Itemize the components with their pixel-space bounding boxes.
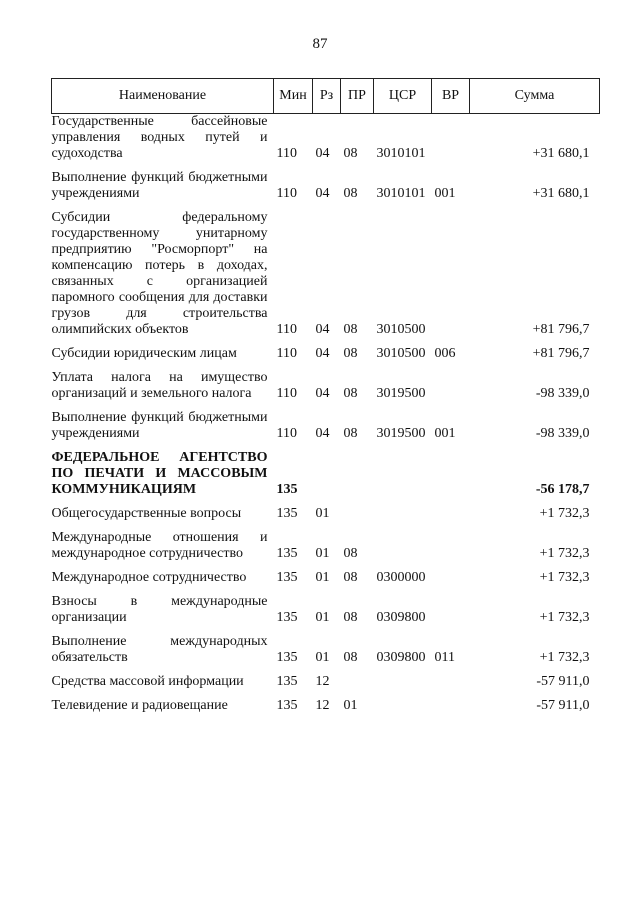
cell-min: 135 bbox=[276, 698, 298, 713]
cell-name: Субсидии юридическим лицам bbox=[51, 346, 237, 361]
cell-sum: +1 732,3 bbox=[539, 610, 590, 625]
table-row bbox=[52, 586, 600, 626]
cell-vr bbox=[432, 562, 470, 586]
cell-csr: 3019500 bbox=[376, 426, 426, 441]
cell-sum: +1 732,3 bbox=[539, 570, 590, 585]
cell-min: 135 bbox=[276, 674, 298, 689]
cell-pr: 08 bbox=[343, 386, 358, 401]
cell-name: Международное сотрудничество bbox=[51, 570, 247, 585]
cell-name: Уплата налога на имущество организаций и земельного налога bbox=[51, 370, 268, 401]
cell-csr: 3010101 bbox=[376, 146, 426, 161]
cell-rz: 01 bbox=[315, 546, 330, 561]
table-row bbox=[52, 202, 600, 338]
cell-pr: 08 bbox=[343, 610, 358, 625]
cell-name: ФЕДЕРАЛЬНОЕ АГЕНТСТВО ПО ПЕЧАТИ И МАССОВЫМ КОММУНИКАЦИЯМ bbox=[51, 450, 268, 497]
cell-sum: +81 796,7 bbox=[532, 346, 590, 361]
cell-rz: 04 bbox=[315, 386, 330, 401]
cell-name: Телевидение и радиовещание bbox=[51, 698, 228, 713]
table-row bbox=[52, 562, 600, 586]
cell-min: 110 bbox=[276, 346, 297, 361]
cell-pr bbox=[341, 666, 374, 690]
cell-rz: 01 bbox=[315, 610, 330, 625]
cell-sum: -98 339,0 bbox=[535, 426, 590, 441]
table-row bbox=[52, 338, 600, 362]
cell-min: 135 bbox=[276, 650, 298, 665]
table-row bbox=[52, 498, 600, 522]
cell-rz: 04 bbox=[315, 426, 330, 441]
table-row bbox=[52, 402, 600, 442]
table-header bbox=[52, 79, 600, 114]
cell-rz: 04 bbox=[315, 146, 330, 161]
table-body bbox=[52, 114, 600, 715]
cell-csr: 3010101 bbox=[376, 186, 426, 201]
cell-vr: 006 bbox=[434, 346, 456, 361]
cell-name: Международные отношения и международное сотрудничество bbox=[51, 530, 268, 561]
cell-name: Средства массовой информации bbox=[51, 674, 244, 689]
cell-vr bbox=[432, 666, 470, 690]
cell-csr bbox=[374, 498, 432, 522]
header-min: Мин bbox=[274, 79, 313, 114]
table-row bbox=[52, 690, 600, 714]
cell-vr bbox=[432, 498, 470, 522]
cell-sum: +31 680,1 bbox=[532, 146, 590, 161]
cell-csr bbox=[374, 690, 432, 714]
cell-pr: 08 bbox=[343, 186, 358, 201]
cell-vr bbox=[432, 522, 470, 562]
cell-min: 135 bbox=[276, 482, 298, 497]
cell-rz: 04 bbox=[315, 186, 330, 201]
cell-csr bbox=[374, 442, 432, 498]
cell-name: Субсидии федеральному государственному унитарному предприятию "Росморпорт" на компенсацию потерь в доходах, связанных с организацией паромного сообщения для доставки грузов для строительства олимпийских объектов bbox=[51, 210, 268, 337]
cell-csr: 0309800 bbox=[376, 650, 426, 665]
cell-pr: 08 bbox=[343, 650, 358, 665]
cell-min: 110 bbox=[276, 322, 297, 337]
table-row bbox=[52, 162, 600, 202]
cell-sum: -56 178,7 bbox=[535, 482, 590, 497]
cell-sum: -98 339,0 bbox=[535, 386, 590, 401]
cell-csr bbox=[374, 522, 432, 562]
cell-name: Выполнение международных обязательств bbox=[51, 634, 268, 665]
cell-min: 110 bbox=[276, 426, 297, 441]
cell-vr: 001 bbox=[434, 186, 456, 201]
header-name: Наименование bbox=[52, 79, 274, 114]
cell-sum: +31 680,1 bbox=[532, 186, 590, 201]
header-csr: ЦСР bbox=[374, 79, 432, 114]
cell-min: 110 bbox=[276, 186, 297, 201]
cell-sum: +81 796,7 bbox=[532, 322, 590, 337]
cell-csr bbox=[374, 666, 432, 690]
table-row bbox=[52, 522, 600, 562]
cell-pr: 08 bbox=[343, 426, 358, 441]
cell-rz: 04 bbox=[315, 322, 330, 337]
header-pr: ПР bbox=[341, 79, 374, 114]
cell-pr: 08 bbox=[343, 322, 358, 337]
cell-rz: 04 bbox=[315, 346, 330, 361]
cell-csr: 3010500 bbox=[376, 322, 426, 337]
cell-vr: 011 bbox=[434, 650, 455, 665]
table-row bbox=[52, 442, 600, 498]
cell-csr: 0300000 bbox=[376, 570, 426, 585]
cell-min: 135 bbox=[276, 570, 298, 585]
cell-pr: 08 bbox=[343, 146, 358, 161]
cell-pr bbox=[341, 498, 374, 522]
cell-csr: 3010500 bbox=[376, 346, 426, 361]
cell-pr: 08 bbox=[343, 570, 358, 585]
cell-sum: +1 732,3 bbox=[539, 546, 590, 561]
cell-rz bbox=[313, 442, 341, 498]
cell-min: 135 bbox=[276, 546, 298, 561]
cell-name: Выполнение функций бюджетными учреждениями bbox=[51, 170, 268, 201]
cell-vr bbox=[432, 442, 470, 498]
cell-vr: 001 bbox=[434, 426, 456, 441]
cell-vr bbox=[432, 114, 470, 163]
cell-rz: 01 bbox=[315, 570, 330, 585]
cell-vr bbox=[432, 690, 470, 714]
cell-name: Выполнение функций бюджетными учреждениями bbox=[51, 410, 268, 441]
cell-pr: 08 bbox=[343, 546, 358, 561]
table-row bbox=[52, 626, 600, 666]
cell-min: 135 bbox=[276, 610, 298, 625]
cell-vr bbox=[432, 202, 470, 338]
cell-csr: 3019500 bbox=[376, 386, 426, 401]
cell-vr bbox=[432, 362, 470, 402]
table-row bbox=[52, 666, 600, 690]
header-vr: ВР bbox=[432, 79, 470, 114]
table-row bbox=[52, 114, 600, 163]
header-rz: Рз bbox=[313, 79, 341, 114]
budget-table bbox=[51, 78, 600, 714]
cell-min: 135 bbox=[276, 506, 298, 521]
cell-name: Общегосударственные вопросы bbox=[51, 506, 242, 521]
cell-pr: 01 bbox=[343, 698, 358, 713]
cell-rz: 01 bbox=[315, 506, 330, 521]
cell-rz: 12 bbox=[315, 674, 330, 689]
cell-name: Государственные бассейновые управления водных путей и судоходства bbox=[51, 114, 268, 161]
header-sum: Сумма bbox=[470, 79, 600, 114]
cell-sum: -57 911,0 bbox=[536, 674, 590, 689]
cell-rz: 01 bbox=[315, 650, 330, 665]
cell-csr: 0309800 bbox=[376, 610, 426, 625]
cell-min: 110 bbox=[276, 386, 297, 401]
table-row bbox=[52, 362, 600, 402]
cell-pr: 08 bbox=[343, 346, 358, 361]
cell-name: Взносы в международные организации bbox=[51, 594, 268, 625]
cell-pr bbox=[341, 442, 374, 498]
cell-vr bbox=[432, 586, 470, 626]
page-number: 87 bbox=[312, 36, 328, 52]
cell-sum: -57 911,0 bbox=[536, 698, 590, 713]
cell-rz: 12 bbox=[315, 698, 330, 713]
cell-sum: +1 732,3 bbox=[539, 650, 590, 665]
cell-min: 110 bbox=[276, 146, 297, 161]
cell-sum: +1 732,3 bbox=[539, 506, 590, 521]
